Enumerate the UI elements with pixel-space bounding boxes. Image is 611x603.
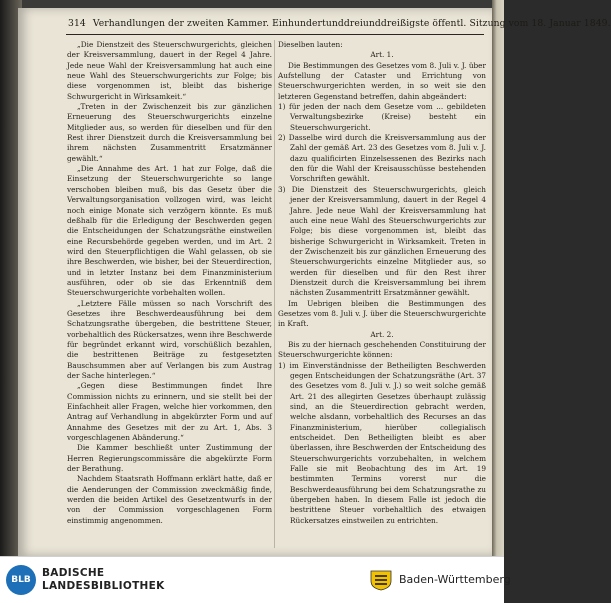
left-column-paragraph: „Die Dienstzeit des Steuerschwurgerichts, gleichen der Kreisversammlung, dauert in der Regel 4 Jahre. Jede neue Wahl der Kreisversammlung hat auch eine neue Wahl des Steuerschwurgerichts zur Folge; bis diese vorgenommen ist, bleibt das bisherige Schwurgericht in Wirksamkeit.“ [67, 40, 272, 101]
left-column-paragraph: „Treten in der Zwischenzeit bis zur gänzlichen Erneuerung des Steuerschwurgerichts einzelne Mitglieder aus, so werden für dieselben und für den Rest ihrer Dienstzeit durch die Kreisversammlung bei ihrem nächsten Zusammentritt Ersatzmänner gewählt.“ [67, 102, 272, 163]
blb-logo[interactable]: BLB [6, 565, 36, 595]
left-column-paragraph: „Letztere Fälle müssen so nach Vorschrift des Gesetzes ihre Beschwerdeausführung bei dem Schatzungsrathe übergeben, die bestrittene Steuer, vorbehaltlich des Rückersatzes, wenn ihre Beschwerde für begründet erkannt wird, vorschüßlich bezahlen, die bestrittenen Beiträge zu festgesetzten Bauschsummen aber auf Verlangen bis zum Austrag der Sache hinterlegen.“ [67, 298, 272, 380]
right-column-paragraph: 1) im Einverständnisse der Betheiligten Beschwerden gegen Entscheidungen der Schatzungsräthe (Art. 37 des Gesetzes vom 8. Juli v. J.) so weit solche gemäß Art. 21 des allegirten Gesetzes überhaupt zulässig sind, an die Steuerdirection gebracht werden, welche alsdann, vorbehaltlich des Recurses an das Finanzministerium, hierüber collegialisch entscheidet. Den Betheiligten bleibt es aber überlassen, ihre Beschwerden der Entscheidung des Steuerschwurgerichts vorzubehalten, in welchem Falle sie mit Beobachtung des im Art. 19 bestimmten Termins vorerst nur die Beschwerdeausführung bei dem Schatzungsrathe zu übergeben haben. In diesem Falle ist jedoch die bestrittene Steuer vorbehaltlich des etwaigen Rückersatzes einstweilen zu entrichten. [278, 360, 486, 525]
left-column-paragraph: „Gegen diese Bestimmungen findet Ihre Commission nichts zu erinnern, und sie stellt bei der Einfachheit aller Fragen, welche hier vorkommen, den Antrag auf Verhandlung in abgekürzter Form und auf Annahme des Gesetzes mit der zu Art. 1, Abs. 3 vorgeschlagenen Abänderung.“ [67, 381, 272, 443]
running-title: Verhandlungen der zweiten Kammer. Einhundertunddreiunddreißigste öffentl. Sitzung vom 18. Januar 1849. [92, 18, 611, 29]
right-column-paragraph: 2) Dasselbe wird durch die Kreisversammlung aus der Zahl der gemäß Art. 23 des Gesetzes vom 8. Juli v. J. dazu qualificirten Einzelsessenen des Bezirks nach den für die Wahl der Kreisausschüsse bestehenden Vorschriften gewählt. [278, 133, 486, 184]
right-text-column [278, 40, 486, 526]
coat-of-arms-icon [368, 569, 394, 591]
library-name-line1: BADISCHE [42, 567, 105, 579]
left-column-paragraph: Nachdem Staatsrath Hoffmann erklärt hatte, daß er die Aenderungen der Commission zweckmäßig finde, werden die beiden Artikel des Gesetzentwurfs in der von der Commission vorgeschlagenen Form einstimmig angenommen. [67, 474, 272, 525]
library-footer [0, 556, 511, 603]
state-name[interactable]: Baden-Württemberg [399, 573, 511, 586]
right-column-paragraph: 1) für jeden der nach dem Gesetze vom ... gebildeten Verwaltungsbezirke (Kreise) besteht ein Steuerschwurgericht. [278, 102, 486, 132]
page-stack-edge [492, 0, 504, 556]
left-column-paragraph: Die Kammer beschließt unter Zustimmung der Herren Regierungscommissäre die abgekürzte Form der Berathung. [67, 443, 272, 474]
right-column-paragraph: Bis zu der hiernach geschehenden Constituirung der Steuerschwurgerichte können: [278, 339, 486, 360]
right-column-paragraph: Art. 1. [370, 50, 394, 60]
library-name[interactable] [42, 567, 165, 593]
right-column-paragraph: Art. 2. [370, 329, 394, 339]
right-column-paragraph: 3) Die Dienstzeit des Steuerschwurgerichts, gleich jener der Kreisversammlung, dauert in der Regel 4 Jahre. Jede neue Wahl der Kreisversammlung hat auch eine neue Wahl des Steuerschwurgerichts zur Folge; bis diese vorgenommen ist, bleibt das bisherige Schwurgericht in Wirksamkeit. Treten in der Zwischenzeit bis zur gänzlichen Erneuerung des Steuerschwurgerichts einzelne Mitglieder aus, so werden für dieselben und für den Rest ihrer Dienstzeit durch die Kreisversammlung bei ihrem nächsten Zusammentritt Ersatzmänner gewählt. [278, 184, 486, 298]
column-divider [274, 40, 275, 548]
left-text-column [67, 40, 272, 526]
header-rule [66, 34, 484, 35]
page-number: 314 [68, 18, 86, 29]
right-column-paragraph: Dieselben lauten: [278, 40, 343, 49]
right-column-paragraph: Die Bestimmungen des Gesetzes vom 8. Juli v. J. über Aufstellung der Cataster und Errichtung von Steuerschwurgerichten werden, in so weit sie den letzteren Gegenstand betreffen, dahin abgeändert: [278, 60, 486, 101]
library-name-line2: LANDESBIBLIOTHEK [42, 580, 165, 592]
left-column-paragraph: „Die Annahme des Art. 1 hat zur Folge, daß die Einsetzung der Steuerschwurgerichte so lange verschoben bleiben muß, bis das Gesetz über die Verwaltungsorganisation vollzogen wird, was leicht noch einige Monate sich verzögern könnte. Es muß deßhalb für die Erledigung der Beschwerden gegen die Entscheidungen der Schatzungsräthe einstweilen eine Recursbehörde gegeben werden, und im Art. 2 wird den Steuerpflichtigen die Wahl gelassen, ob sie ihre Beschwerden, wie bisher, bei der Steuerdirection, und in letzter Instanz bei dem Finanzministerium ausführen, oder ob sie das Erkenntniß dem Steuerschwurgerichte vorbehalten wollen. [67, 164, 272, 298]
right-column-paragraph: Im Uebrigen bleiben die Bestimmungen des Gesetzes vom 8. Juli v. J. über die Steuerschwurgerichte in Kraft. [278, 298, 486, 329]
running-header [68, 18, 611, 29]
